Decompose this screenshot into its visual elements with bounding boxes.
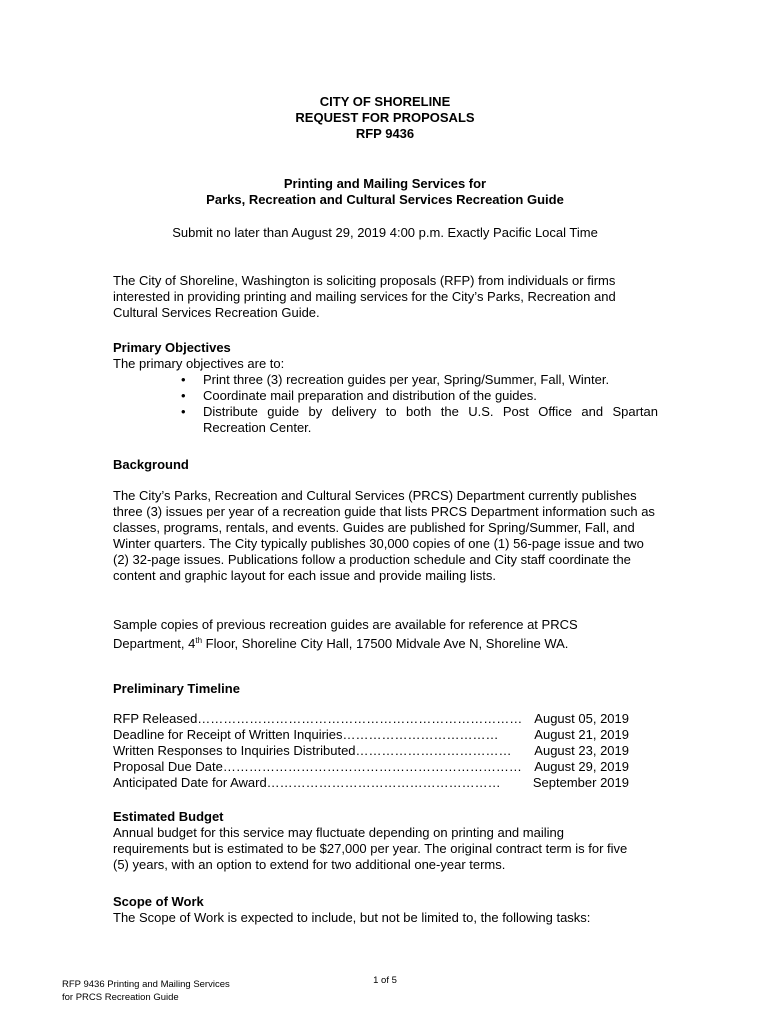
page-number: 1 of 5 [373, 975, 397, 986]
scope-text: The Scope of Work is expected to include, but not be limited to, the following tasks: [113, 910, 591, 925]
list-item: • Print three (3) recreation guides per year, Spring/Summer, Fall, Winter. [181, 372, 610, 387]
list-item: • Coordinate mail preparation and distribution of the guides. [181, 388, 537, 403]
timeline-heading: Preliminary Timeline [113, 681, 240, 696]
timeline-table [113, 711, 629, 791]
subtitle-block [0, 176, 770, 208]
bullet-icon: • [181, 372, 186, 387]
budget-heading: Estimated Budget [113, 809, 224, 824]
table-row: RFP Released………………………………………………………………… August 05, 2019 [113, 711, 629, 726]
bullet-icon: • [181, 388, 186, 403]
title-request: REQUEST FOR PROPOSALS [295, 110, 475, 125]
background-paragraph-1: The City’s Parks, Recreation and Cultural Services (PRCS) Department currently publishes three (3) issues per year of a recreation guide that lists PRCS Department information such as classes, programs, rentals, and events. Guides are published for Spring/Summer, Fall, and Winter quarters. The City typically publishes 30,000 copies of one (1) 56-page issue and two (2) 32-page issues. Publications follow a production schedule and City staff coordinate the content and graphic layout for each issue and provide mailing lists. [113, 488, 655, 583]
footer-document-title: RFP 9436 Printing and Mailing Services for PRCS Recreation Guide [62, 979, 230, 1003]
title-rfp-number: RFP 9436 [355, 126, 415, 141]
subtitle-line-2: Parks, Recreation and Cultural Services Recreation Guide [206, 192, 564, 207]
table-row: Anticipated Date for Award……………………………………………… September 2019 [113, 775, 629, 790]
bullet-icon: • [181, 404, 186, 419]
scope-section [113, 894, 643, 926]
scope-heading: Scope of Work [113, 894, 204, 909]
list-item: • Distribute guide by delivery to both the U.S. Post Office and Spartan Recreation Center. [181, 404, 658, 435]
table-row: Written Responses to Inquiries Distributed……………………………… August 23, 2019 [113, 743, 629, 758]
background-heading: Background [113, 457, 189, 472]
submission-deadline: Submit no later than August 29, 2019 4:00 p.m. Exactly Pacific Local Time [172, 225, 598, 240]
budget-section [113, 809, 643, 873]
budget-text: Annual budget for this service may fluctuate depending on printing and mailing requirements but is estimated to be $27,000 per year. The original contract term is for five (5) years, with an option to extend for two additional one-year terms. [113, 825, 628, 872]
background-paragraph-2: Sample copies of previous recreation guides are available for reference at PRCS Department, 4th Floor, Shoreline City Hall, 17500 Midvale Ave N, Shoreline WA. [113, 617, 578, 651]
subtitle-line-1: Printing and Mailing Services for [283, 176, 487, 191]
objectives-heading: Primary Objectives [113, 340, 231, 355]
title-city: CITY OF SHORELINE [319, 94, 451, 109]
intro-paragraph: The City of Shoreline, Washington is soliciting proposals (RFP) from individuals or firms interested in providing printing and mailing services for the City’s Parks, Recreation and Cultural Services Recreation Guide. [113, 273, 616, 320]
objectives-lead: The primary objectives are to: [113, 356, 285, 371]
objectives-section [113, 340, 658, 436]
table-row: Deadline for Receipt of Written Inquiries……………………………… August 21, 2019 [113, 727, 629, 742]
title-block [0, 94, 770, 142]
table-row: Proposal Due Date…………………………………………………………… August 29, 2019 [113, 759, 629, 774]
objectives-list [113, 372, 658, 436]
